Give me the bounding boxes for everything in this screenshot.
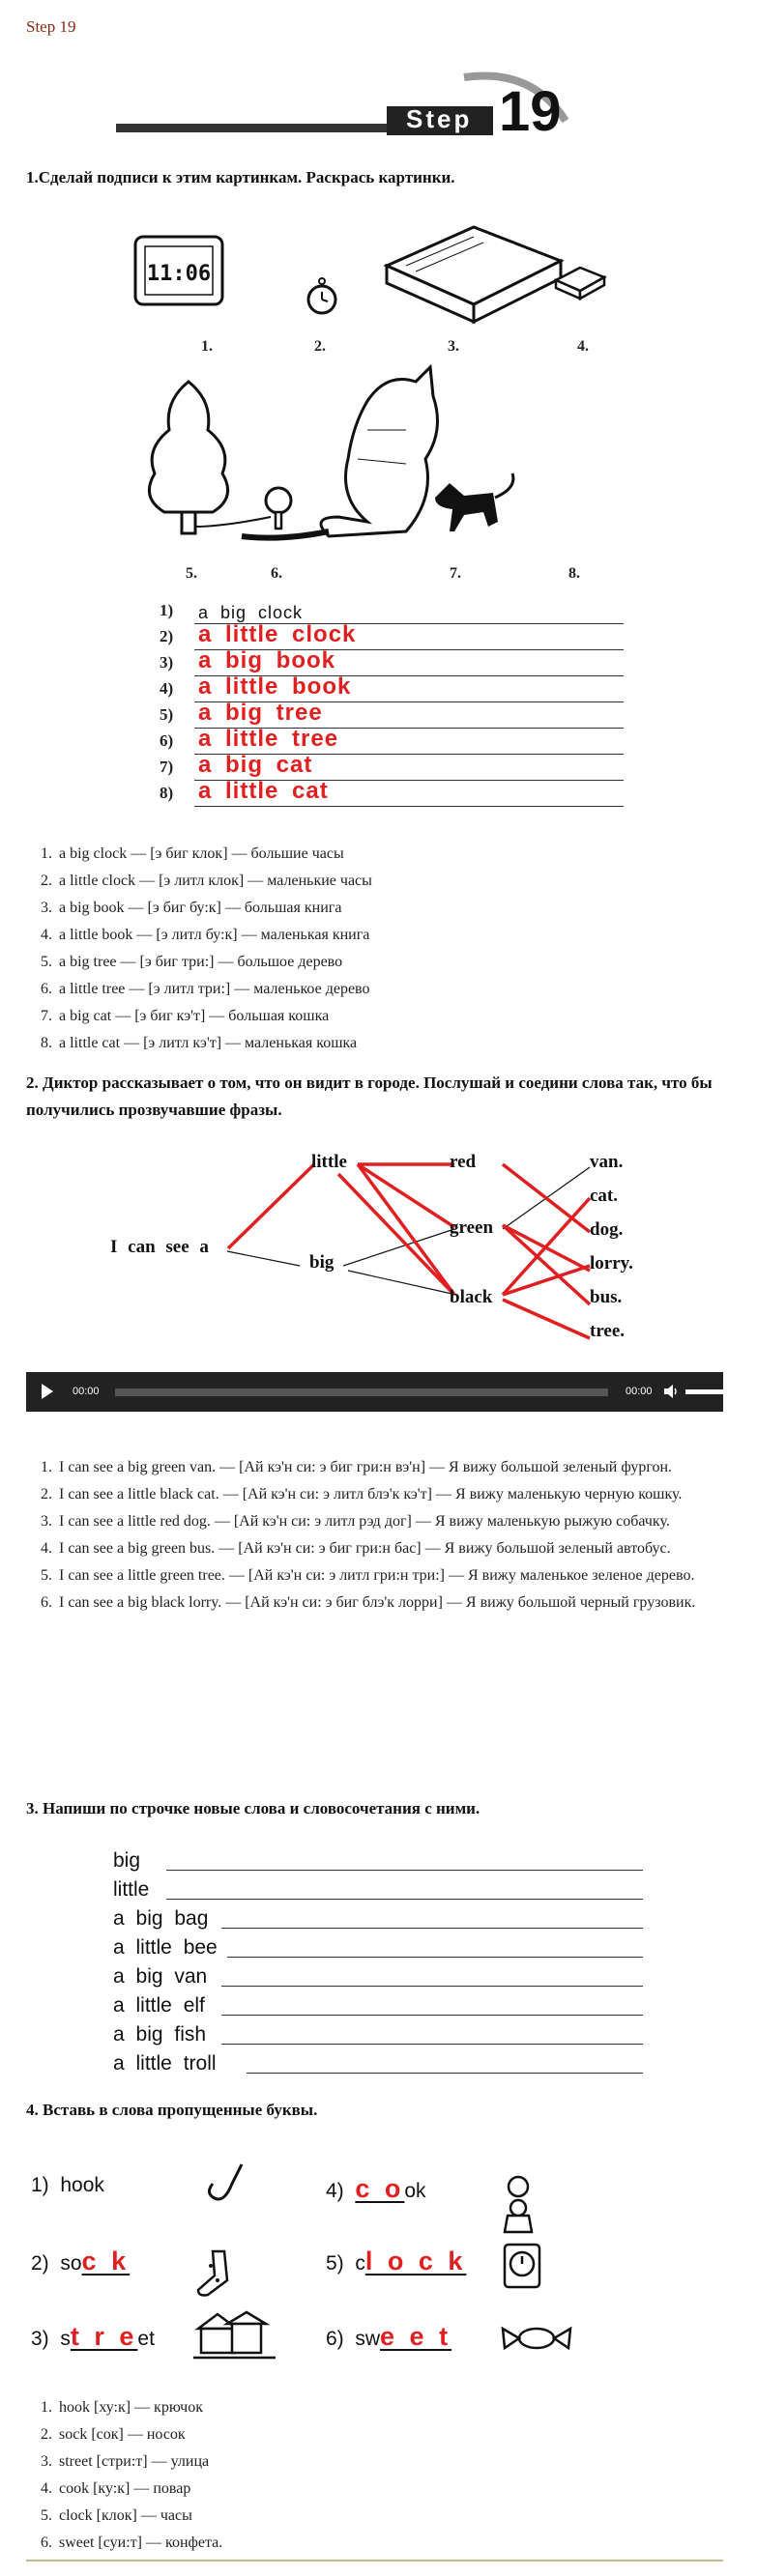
cook-icon (505, 2177, 532, 2232)
copy-word: a little bee (113, 1936, 218, 1959)
copy-line (113, 1963, 643, 1992)
answer-number: 5) (160, 705, 174, 724)
diagram-word-size: big (309, 1252, 335, 1273)
missing-letter-item: 3) st r eet (31, 2322, 155, 2351)
big-clock-icon (135, 237, 222, 304)
task1-illustration (116, 208, 638, 594)
list-item: 4. a little book — [э литл бу:к] — маленькая книга (56, 922, 722, 949)
picture-number: 4. (577, 338, 589, 355)
volume-icon[interactable] (664, 1384, 678, 1399)
list-item: 2. sock [сок] — носок (56, 2421, 722, 2448)
copy-word: big (113, 1849, 141, 1872)
task1-translation-list (26, 841, 722, 1057)
answer-text: a big cat (198, 752, 313, 778)
volume-slider[interactable] (685, 1389, 734, 1394)
little-tree-icon (266, 488, 291, 529)
diagram-word-noun: cat. (590, 1186, 619, 1206)
svg-text:11:06: 11:06 (146, 262, 212, 286)
play-icon[interactable] (42, 1384, 53, 1399)
task1-pictures (116, 208, 638, 594)
task4-illustrations (0, 2160, 757, 2382)
task4-translation-list (26, 2394, 722, 2557)
list-item: 6. I can see a big black lorry. — [Ай кэ'н си: э биг блэ'к лорри] — Я вижу большой черный грузовик. (56, 1589, 722, 1617)
answer-text: a little tree (198, 726, 339, 752)
task3-title: 3. Напиши по строчке новые слова и словосочетания с ними. (26, 1799, 480, 1818)
answer-line (160, 778, 624, 809)
task2-sentence-list (26, 1454, 722, 1617)
missing-letter-item: 5) cl o c k (326, 2247, 467, 2275)
picture-number: 7. (450, 565, 461, 582)
answer-text: a big clock (198, 603, 304, 622)
picture-number: 5. (186, 565, 197, 582)
list-item: 3. a big book — [э биг бу:к] — большая книга (56, 895, 722, 922)
list-item: 6. a little tree — [э литл три:] — маленькое дерево (56, 976, 722, 1003)
list-item: 6. sweet [суи:т] — конфета. (56, 2530, 722, 2557)
progress-bar[interactable] (115, 1388, 608, 1396)
copy-line (113, 1934, 643, 1963)
street-icon (193, 2312, 276, 2358)
list-item: 2. a little clock — [э литл клок] — маленькие часы (56, 868, 722, 895)
answer-text: a little cat (198, 778, 329, 804)
missing-letter-item: 1) hook (31, 2174, 104, 2196)
banner-step-label: Step (406, 104, 473, 133)
list-item: 7. a big cat — [э биг кэ'т] — большая кошка (56, 1003, 722, 1030)
diagram-word-noun: van. (590, 1152, 624, 1172)
list-item: 1. a big clock — [э биг клок] — большие часы (56, 841, 722, 868)
copy-word: a little troll (113, 2052, 217, 2075)
list-item: 5. a big tree — [э биг три:] — большое дерево (56, 949, 722, 976)
list-item: 8. a little cat — [э литл кэ'т] — маленькая кошка (56, 1030, 722, 1057)
little-cat-icon (435, 473, 513, 531)
picture-number: 2. (314, 338, 326, 355)
diagram-word-color: black (450, 1287, 493, 1307)
answer-number: 8) (160, 784, 174, 802)
copy-line (113, 2050, 643, 2079)
copy-line (113, 1992, 643, 2021)
answer-number: 7) (160, 758, 174, 776)
copy-line (113, 1905, 643, 1934)
task4-title: 4. Вставь в слова пропущенные буквы. (26, 2101, 318, 2119)
list-item: 4. I can see a big green bus. — [Ай кэ'н си: э биг гри:н бас] — Я вижу большой зеленый автобус. (56, 1535, 722, 1562)
diagram-word-color: red (450, 1152, 477, 1172)
answer-text: a big tree (198, 700, 323, 726)
diagram-word-noun: lorry. (590, 1253, 633, 1274)
answer-text: a little book (198, 673, 352, 700)
copy-line (113, 1847, 643, 1876)
list-item: 2. I can see a little black cat. — [Ай кэ'н си: э литл блэ'к кэ'т] — Я вижу маленькую черную кошку. (56, 1481, 722, 1508)
list-item: 4. cook [ку:к] — повар (56, 2476, 722, 2503)
breadcrumb[interactable]: Step 19 (26, 17, 76, 36)
answer-number: 3) (160, 653, 174, 672)
current-time: 00:00 (73, 1386, 100, 1397)
diagram-word-noun: dog. (590, 1219, 624, 1240)
copy-word: a big bag (113, 1907, 209, 1930)
list-item: 5. I can see a little green tree. — [Ай кэ'н си: э литл гри:н три:] — Я вижу маленькое зеленое дерево. (56, 1562, 722, 1589)
picture-number: 6. (271, 565, 282, 582)
banner-step-number: 19 (499, 80, 562, 143)
audio-player (26, 1372, 723, 1412)
copy-line (113, 2021, 643, 2050)
copy-word: a little elf (113, 1994, 205, 2017)
copy-word: a big fish (113, 2023, 207, 2046)
list-item: 5. clock [клок] — часы (56, 2503, 722, 2530)
picture-number: 3. (448, 338, 459, 355)
duration-time: 00:00 (626, 1386, 653, 1397)
answer-number: 1) (160, 601, 174, 619)
copy-word: a big van (113, 1965, 208, 1988)
answer-number: 4) (160, 679, 174, 698)
task2-title: 2. Диктор рассказывает о том, что он видит в городе. Послушай и соедини слова так, что бы получились прозвучавшие фразы. (26, 1073, 713, 1119)
phrase-diagram (97, 1140, 677, 1353)
missing-letter-item: 2) soc k (31, 2247, 131, 2275)
hook-icon (209, 2164, 242, 2199)
diagram-word-color: green (450, 1217, 494, 1238)
step-banner (116, 68, 638, 145)
diagram-word-noun: bus. (590, 1287, 623, 1307)
list-item: 3. street [стри:т] — улица (56, 2448, 722, 2476)
answer-number: 2) (160, 627, 174, 645)
diagram-word-size: little (311, 1152, 347, 1172)
picture-number: 1. (201, 338, 213, 355)
list-item: 1. I can see a big green van. — [Ай кэ'н си: э биг гри:н вэ'н] — Я вижу большой зеленый фургон. (56, 1454, 722, 1481)
diagram-word-noun: tree. (590, 1321, 626, 1341)
big-book-icon (387, 227, 561, 322)
answer-text: a big book (198, 647, 335, 673)
copy-word: little (113, 1878, 150, 1901)
picture-number: 8. (568, 565, 580, 582)
little-clock-icon (308, 278, 335, 313)
diagram-start-phrase: I can see a (110, 1237, 209, 1257)
list-item: 3. I can see a little red dog. — [Ай кэ'н си: э литл рэд дог] — Я вижу маленькую рыжую собачку. (56, 1508, 722, 1535)
copy-line (113, 1876, 643, 1905)
big-tree-icon (149, 382, 271, 533)
little-book-icon (556, 268, 604, 299)
clock-icon (505, 2245, 539, 2287)
task1-title: 1.Сделай подписи к этим картинкам. Раскрась картинки. (26, 168, 455, 186)
missing-letter-item: 4) c ook (326, 2174, 426, 2203)
list-item: 1. hook [ху:к] — крючок (56, 2394, 722, 2421)
sweet-icon (503, 2329, 570, 2348)
answer-number: 6) (160, 731, 174, 750)
sock-icon (198, 2251, 227, 2295)
footer-divider (26, 2560, 723, 2562)
answer-text: a little clock (198, 621, 357, 647)
missing-letter-item: 6) swe e t (326, 2322, 452, 2351)
